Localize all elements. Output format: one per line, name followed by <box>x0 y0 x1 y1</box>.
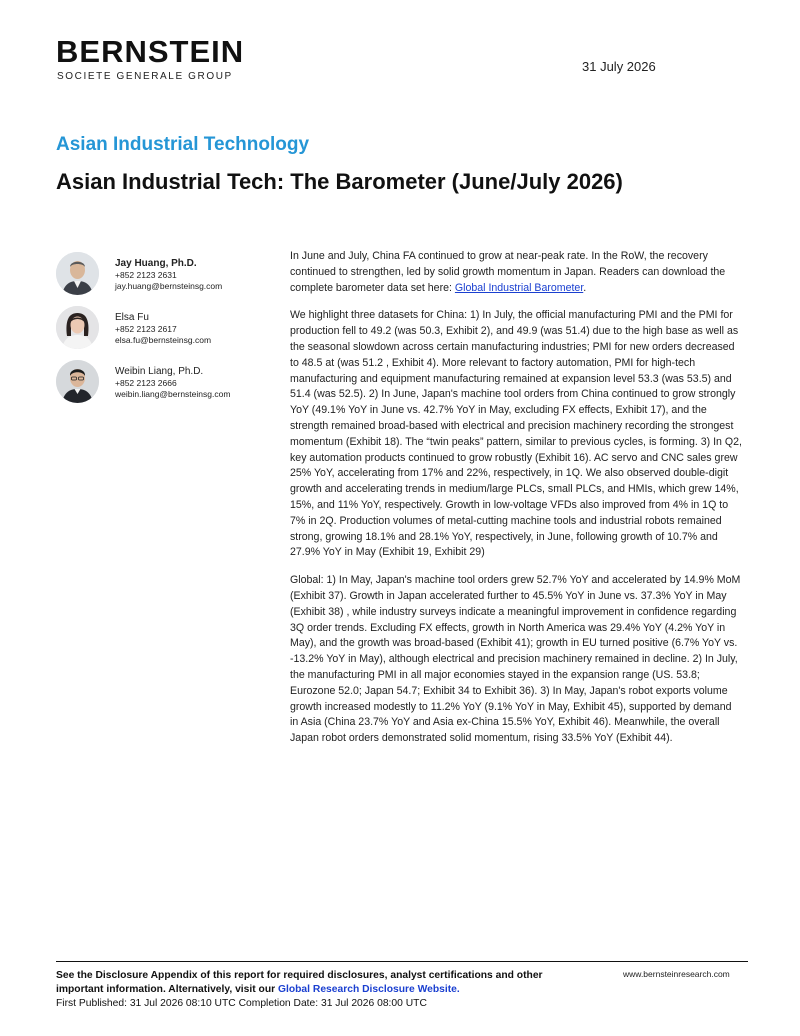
disclosure-footer <box>56 969 596 1011</box>
analyst-card <box>56 252 276 306</box>
summary-paragraph-end: . <box>583 281 587 294</box>
summary-paragraph-text: In June and July, China FA continued to grow at near-peak rate. In the RoW, the recovery continued to strengthen, led by solid growth momentum in Japan. Readers can download the complete barometer data set here: <box>290 250 726 294</box>
analyst-card <box>56 360 276 414</box>
disclosure-website-link[interactable]: Global Research Disclosure Website. <box>277 984 460 995</box>
analyst-avatar <box>56 306 99 349</box>
analyst-avatar <box>56 360 99 403</box>
analyst-email[interactable]: elsa.fu@bernsteinsg.com <box>115 335 212 345</box>
analyst-email[interactable]: weibin.liang@bernsteinsg.com <box>115 389 231 399</box>
analyst-name: Elsa Fu <box>115 312 149 323</box>
analyst-phone: +852 2123 2666 <box>115 377 177 388</box>
report-title: Asian Industrial Tech: The Barometer (June/July 2026) <box>56 169 623 194</box>
analyst-name: Weibin Liang, Ph.D. <box>115 366 204 377</box>
analyst-info <box>115 312 211 347</box>
disclosure-line-2: important information. Alternatively, visit our <box>56 984 278 995</box>
logo-subtitle: SOCIETE GENERALE GROUP <box>57 71 233 82</box>
analyst-info <box>115 366 230 401</box>
website-url[interactable]: www.bernsteinresearch.com <box>623 969 730 979</box>
global-industrial-barometer-link[interactable]: Global Industrial Barometer <box>454 281 584 294</box>
china-datasets-paragraph: We highlight three datasets for China: 1) In July, the official manufacturing PMI and the PMI for production fell to 49.2 (was 50.3, Exhibit 2), and 49.9 (was 51.4) due to the high base as well as the seasonal slowdown across certain manufacturing industries; PMI for new orders decreased to 48.5 at (was 51.2 , Exhibit 4). More relevant to factory automation, PMI for high-tech manufacturing and equipment manufacturing remained at expansion level 53.3 (was 53.5) and 51.4 (was 52.5). 2) In June, Japan's machine tool orders from China continued to grow strongly YoY (49.1% YoY in June vs. 42.7% YoY in May, excluding FX effects, Exhibit 17), and the strength remained broad-based with electrical and precision machinery recording the strongest momentum (Exhibit 18). The “twin peaks” pattern, similar to previous cycles, is forming. 3) In Q2, key automation products continued to grow robustly (Exhibit 16). AC servo and CNC sales grew 25% YoY, accelerating from 17% and 22%, respectively, in 1Q. We also observed double-digit growth and accelerating trends in medium/large PLCs, small PLCs, and HMIs, which grew 14%, 15%, and 11% YoY, respectively. Growth in low-voltage VFDs also improved from 4% in 1Q to 7% in 2Q. Production volumes of metal-cutting machine tools and industrial robots remained strong, growing 18.1% and 28.1% YoY, respectively, in June, following growth of 10.7% and 27.9% YoY in May (Exhibit 19, Exhibit 29) <box>290 309 742 559</box>
report-summary <box>290 249 742 759</box>
publication-dates: First Published: 31 Jul 2026 08:10 UTC Completion Date: 31 Jul 2026 08:00 UTC <box>56 998 427 1009</box>
analyst-phone: +852 2123 2617 <box>115 323 177 334</box>
report-date: 31 July 2026 <box>582 59 656 74</box>
logo-wordmark: BERNSTEIN <box>56 34 245 69</box>
footer-divider <box>56 961 748 962</box>
summary-paragraph <box>290 249 742 296</box>
analyst-avatar <box>56 252 99 295</box>
analyst-list <box>56 252 276 414</box>
global-paragraph: Global: 1) In May, Japan's machine tool orders grew 52.7% YoY and accelerated by 14.9% MoM (Exhibit 37). Growth in Japan accelerated further to 45.5% YoY in June vs. 37.3% YoY in May (Exhibit 38) , while industry surveys indicate a meaningful improvement in confidence regarding 3Q order trends. Excluding FX effects, growth in North America was 29.4% YoY (4.2% YoY in May), and the growth was broad-based (Exhibit 41); growth in EU turned positive (6.7% YoY vs. -13.2% YoY in May), although electrical and precision machinery remained in decline. 2) In July, the manufacturing PMI in all major economies stayed in the expansion range (US. 53.8; Eurozone 52.0; Japan 54.7; Exhibit 34 to Exhibit 36). 3) In May, Japan's robot exports volume growth increased modestly to 11.2% YoY (9.1% YoY in May, Exhibit 45), supported by demand in Asia (China 23.7% YoY and Asia ex-China 15.5% YoY, Exhibit 46). Meanwhile, the overall Japan robot orders demonstrated solid momentum, rising 33.5% YoY (Exhibit 44). <box>290 574 741 745</box>
disclosure-line-1: See the Disclosure Appendix of this report for required disclosures, analyst certifications and other <box>56 970 543 981</box>
analyst-email[interactable]: jay.huang@bernsteinsg.com <box>115 281 223 291</box>
report-category: Asian Industrial Technology <box>56 134 310 155</box>
analyst-info <box>115 258 222 293</box>
analyst-card <box>56 306 276 360</box>
analyst-phone: +852 2123 2631 <box>115 269 177 280</box>
analyst-name: Jay Huang, Ph.D. <box>115 258 197 269</box>
